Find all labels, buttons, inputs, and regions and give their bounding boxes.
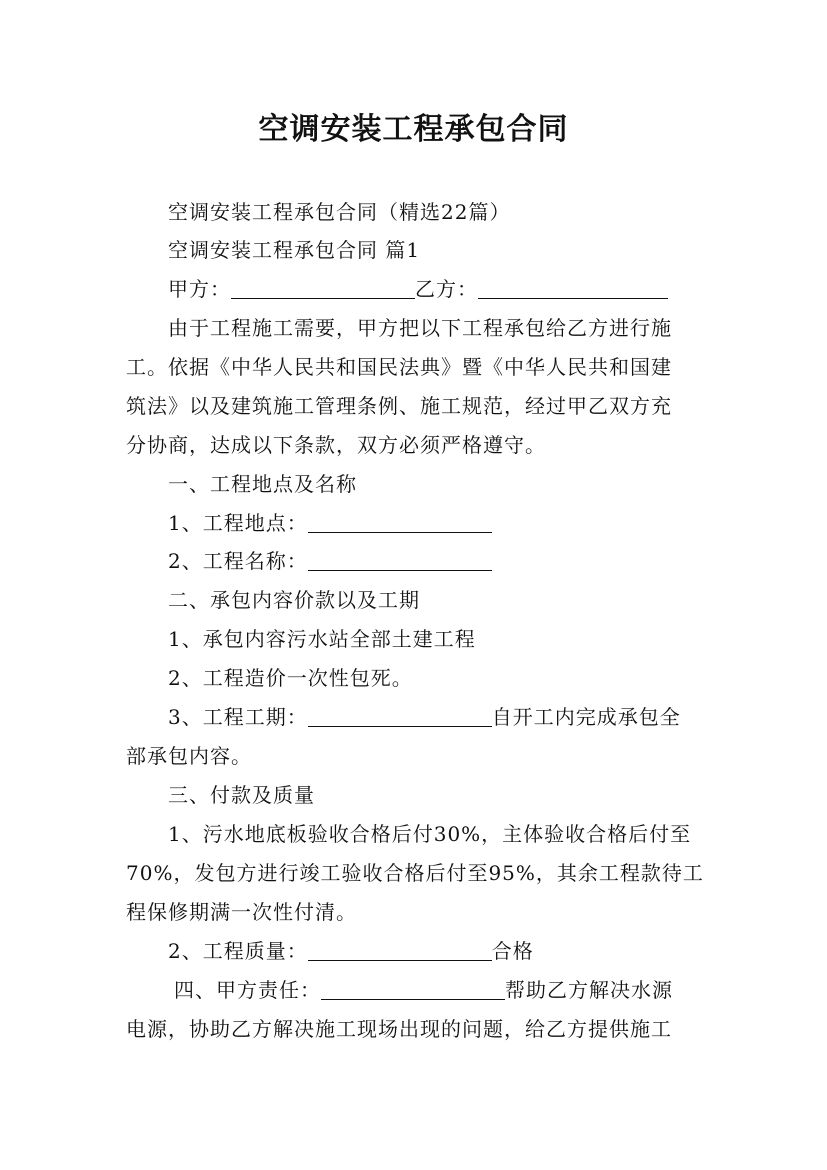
party-a-blank bbox=[231, 280, 415, 299]
item-2-3-label: 3、工程工期： bbox=[168, 705, 308, 729]
party-b-label: 乙方： bbox=[415, 277, 478, 301]
party-a-label: 甲方： bbox=[168, 277, 231, 301]
item-3-2-suffix: 合格 bbox=[491, 939, 534, 963]
item-3-2 bbox=[168, 939, 748, 963]
section-4-continued: 电源，协助乙方解决施工现场出现的问题，给乙方提供施工 bbox=[126, 1017, 672, 1041]
intro-line-4: 分协商，达成以下条款，双方必须严格遵守。 bbox=[126, 433, 546, 457]
item-1-1-label: 1、工程地点： bbox=[168, 511, 308, 535]
section-4-label: 四、甲方责任： bbox=[174, 978, 321, 1002]
project-name-blank bbox=[308, 552, 492, 571]
project-duration-blank bbox=[308, 708, 492, 727]
item-1-2 bbox=[168, 549, 748, 573]
intro-line-3: 筑法》以及建筑施工管理条例、施工规范，经过甲乙双方充 bbox=[126, 394, 672, 418]
item-2-3-continued: 部承包内容。 bbox=[126, 744, 252, 768]
document-subtitle: 空调安装工程承包合同（精选22篇） bbox=[168, 200, 511, 224]
section-4-suffix: 帮助乙方解决水源 bbox=[505, 978, 673, 1002]
section-3-heading: 三、付款及质量 bbox=[168, 783, 315, 807]
item-2-3-suffix: 自开工内完成承包全 bbox=[491, 705, 681, 729]
item-2-2: 2、工程造价一次性包死。 bbox=[168, 666, 413, 690]
item-1-1 bbox=[168, 511, 748, 535]
section-4-heading bbox=[174, 978, 754, 1002]
document-title: 空调安装工程承包合同 bbox=[258, 112, 569, 147]
section-2-heading: 二、承包内容价款以及工期 bbox=[168, 588, 420, 612]
item-3-2-label: 2、工程质量： bbox=[168, 939, 308, 963]
party-a-responsibility-blank bbox=[321, 981, 505, 1000]
project-quality-blank bbox=[308, 942, 492, 961]
item-2-3 bbox=[168, 705, 748, 729]
article-heading: 空调安装工程承包合同 篇1 bbox=[168, 238, 421, 262]
item-3-1-line-2: 70%，发包方进行竣工验收合格后付至95%，其余工程款待工 bbox=[126, 861, 704, 885]
section-1-heading: 一、工程地点及名称 bbox=[168, 472, 357, 496]
intro-line-1: 由于工程施工需要，甲方把以下工程承包给乙方进行施 bbox=[168, 316, 672, 340]
item-1-2-label: 2、工程名称： bbox=[168, 549, 308, 573]
parties-line bbox=[168, 277, 748, 301]
project-location-blank bbox=[308, 514, 492, 533]
party-b-blank bbox=[478, 280, 668, 299]
item-2-1: 1、承包内容污水站全部土建工程 bbox=[168, 627, 476, 651]
item-3-1-line-3: 程保修期满一次性付清。 bbox=[126, 900, 357, 924]
intro-line-2: 工。依据《中华人民共和国民法典》暨《中华人民共和国建 bbox=[126, 355, 672, 379]
item-3-1-line-1: 1、污水地底板验收合格后付30%，主体验收合格后付至 bbox=[168, 822, 692, 846]
